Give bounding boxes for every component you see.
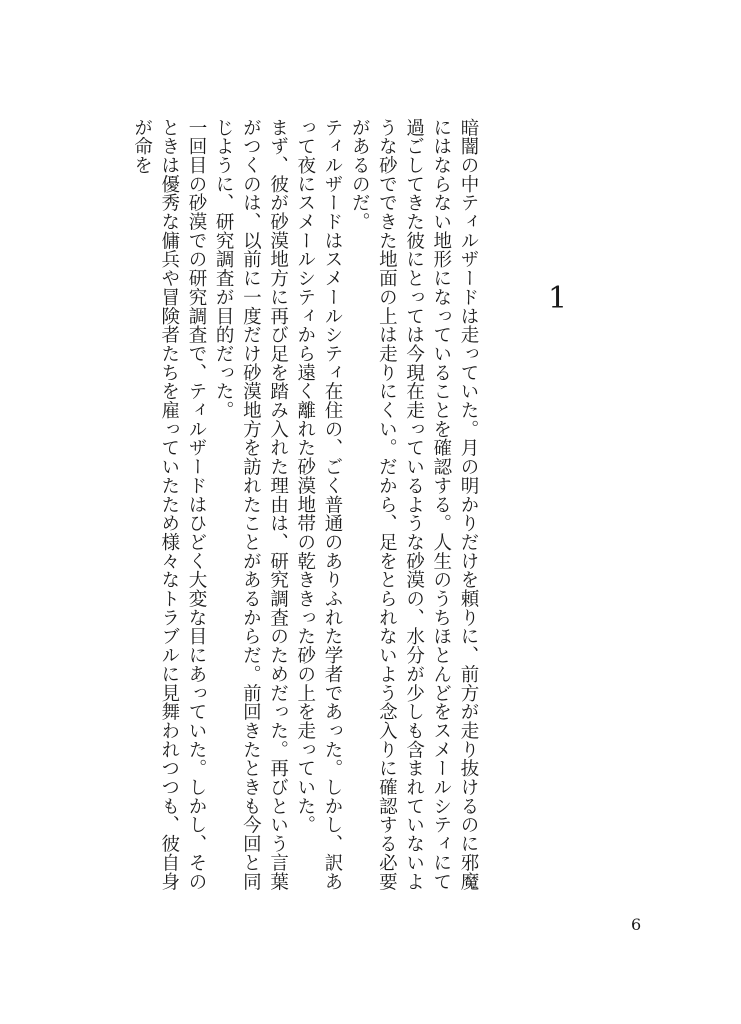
body-text <box>130 118 482 898</box>
paragraph-2: ティルザードはスメールシティ在住の、ごく普通のありふれた学者であった。しかし、訳あって夜にスメールシティから遠く離れた砂漠地帯の乾ききった砂の上を走っていた。 <box>294 118 343 891</box>
paragraph-4: 一回目の砂漠での研究調査で、ティルザードはひどく大変な目にあっていた。しかし、そのときは優秀な傭兵や冒険者たちを雇っていたため様々なトラブルに見舞われつつも、彼自身が命を <box>131 118 207 891</box>
paragraph-3: まず、彼が砂漠地方に再び足を踏み入れた理由は、研究調査のためだった。再びという言葉がつくのは、以前に一度だけ砂漠地方を訪れたことがあるからだ。前回きたときも今回と同じように、研究調査が目的だった。 <box>213 118 289 891</box>
page-number: 6 <box>631 915 642 934</box>
paragraph-1: 暗闇の中ティルザードは走っていた。月の明かりだけを頼りに、前方が走り抜けるのに邪魔にはならない地形になっていることを確認する。人生のうちほとんどをスメールシティにて過ごしてきた彼にとっては今現在走っているような砂漠の、水分が少しも含まれていないような砂でできた地面の上は走りにくい。だから、足をとられないよう念入りに確認する必要があるのだ。 <box>349 118 479 891</box>
chapter-number: 1 <box>548 281 568 316</box>
